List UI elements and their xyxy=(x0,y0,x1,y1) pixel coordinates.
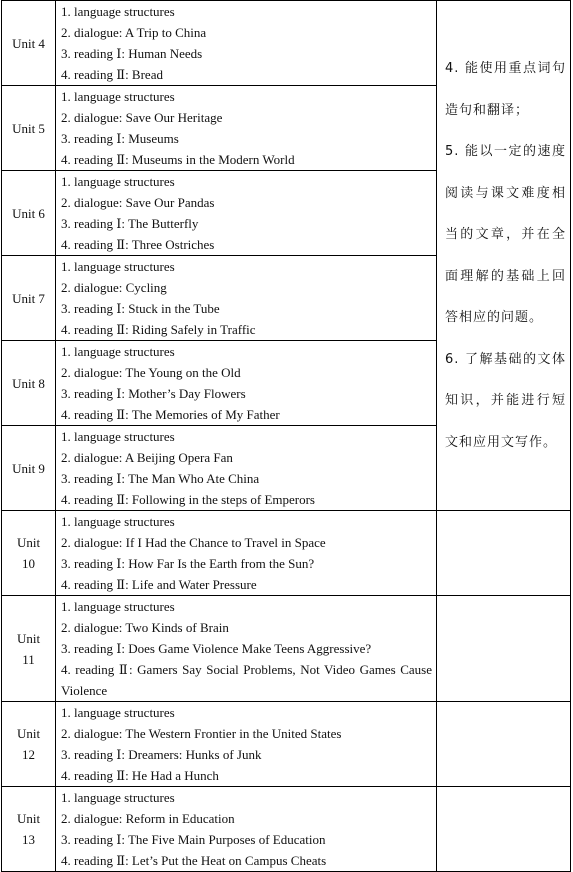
unit-item: 2. dialogue: Cycling xyxy=(61,280,167,295)
unit-item: 2. dialogue: A Beijing Opera Fan xyxy=(61,450,233,465)
unit-item: 2. dialogue: A Trip to China xyxy=(61,25,207,40)
unit-label: Unit 8 xyxy=(2,341,56,426)
unit-item: 1. language structures xyxy=(61,174,175,189)
unit-item: 4. reading Ⅱ: Museums in the Modern World xyxy=(61,152,295,167)
unit-item: 2. dialogue: Reform in Education xyxy=(61,811,235,826)
unit-item: 1. language structures xyxy=(61,599,175,614)
unit-item: 2. dialogue: Two Kinds of Brain xyxy=(61,620,229,635)
unit-item: 1. language structures xyxy=(61,429,175,444)
unit-content xyxy=(56,1,437,86)
unit-content xyxy=(56,426,437,511)
unit-item: 2. dialogue: The Young on the Old xyxy=(61,365,241,380)
unit-content xyxy=(56,787,437,872)
unit-item: 3. reading Ⅰ: The Five Main Purposes of Education xyxy=(61,832,326,847)
unit-row xyxy=(2,1,571,86)
unit-label: Unit 9 xyxy=(2,426,56,511)
empty-goals-cell xyxy=(437,596,571,702)
unit-item: 3. reading Ⅰ: Stuck in the Tube xyxy=(61,301,220,316)
unit-item: 3. reading Ⅰ: The Man Who Ate China xyxy=(61,471,260,486)
unit-item: 4. reading Ⅱ: Life and Water Pressure xyxy=(61,577,257,592)
unit-label: Unit 5 xyxy=(2,86,56,171)
unit-item: 3. reading Ⅰ: Human Needs xyxy=(61,46,203,61)
unit-label: Unit 11 xyxy=(2,596,56,702)
unit-item: 4. reading Ⅱ: The Memories of My Father xyxy=(61,407,280,422)
unit-row xyxy=(2,596,571,702)
unit-item: 4. reading Ⅱ: Gamers Say Social Problems, Not Video Games Cause Violence xyxy=(61,662,432,698)
unit-label: Unit 13 xyxy=(2,787,56,872)
syllabus-table xyxy=(1,0,571,872)
unit-item: 2. dialogue: Save Our Pandas xyxy=(61,195,215,210)
empty-goals-cell xyxy=(437,511,571,596)
unit-content xyxy=(56,596,437,702)
unit-item: 1. language structures xyxy=(61,89,175,104)
unit-item: 2. dialogue: The Western Frontier in the United States xyxy=(61,726,342,741)
unit-item: 1. language structures xyxy=(61,514,175,529)
unit-content xyxy=(56,86,437,171)
empty-goals-cell xyxy=(437,787,571,872)
unit-item: 1. language structures xyxy=(61,259,175,274)
unit-item: 3. reading Ⅰ: How Far Is the Earth from the Sun? xyxy=(61,556,315,571)
unit-item: 3. reading Ⅰ: The Butterfly xyxy=(61,216,199,231)
goal-item: 4. 能使用重点词句造句和翻译； xyxy=(445,61,566,118)
unit-item: 3. reading Ⅰ: Mother’s Day Flowers xyxy=(61,386,246,401)
unit-item: 4. reading Ⅱ: Three Ostriches xyxy=(61,237,215,252)
unit-content xyxy=(56,341,437,426)
unit-label: Unit 4 xyxy=(2,1,56,86)
goal-item: 5. 能以一定的速度阅读与课文难度相当的文章，并在全面理解的基础上回答相应的问题。 xyxy=(445,144,566,325)
unit-content xyxy=(56,702,437,787)
unit-item: 4. reading Ⅱ: Let’s Put the Heat on Campus Cheats xyxy=(61,853,327,868)
unit-item: 1. language structures xyxy=(61,4,175,19)
unit-content xyxy=(56,171,437,256)
unit-label: Unit 7 xyxy=(2,256,56,341)
unit-item: 3. reading Ⅰ: Does Game Violence Make Teens Aggressive? xyxy=(61,641,372,656)
unit-item: 1. language structures xyxy=(61,790,175,805)
unit-item: 2. dialogue: If I Had the Chance to Travel in Space xyxy=(61,535,326,550)
unit-item: 4. reading Ⅱ: Riding Safely in Traffic xyxy=(61,322,256,337)
unit-row xyxy=(2,511,571,596)
unit-item: 3. reading Ⅰ: Museums xyxy=(61,131,179,146)
unit-item: 2. dialogue: Save Our Heritage xyxy=(61,110,223,125)
unit-row xyxy=(2,787,571,872)
unit-label: Unit 12 xyxy=(2,702,56,787)
unit-item: 4. reading Ⅱ: He Had a Hunch xyxy=(61,768,219,783)
learning-goals xyxy=(437,1,571,511)
unit-label: Unit 10 xyxy=(2,511,56,596)
unit-row xyxy=(2,702,571,787)
unit-item: 4. reading Ⅱ: Following in the steps of Emperors xyxy=(61,492,315,507)
unit-item: 1. language structures xyxy=(61,344,175,359)
unit-item: 4. reading Ⅱ: Bread xyxy=(61,67,163,82)
unit-item: 1. language structures xyxy=(61,705,175,720)
goal-item: 6. 了解基础的文体知识，并能进行短文和应用文写作。 xyxy=(445,351,566,450)
unit-label: Unit 6 xyxy=(2,171,56,256)
unit-content xyxy=(56,256,437,341)
unit-item: 3. reading Ⅰ: Dreamers: Hunks of Junk xyxy=(61,747,262,762)
unit-content xyxy=(56,511,437,596)
empty-goals-cell xyxy=(437,702,571,787)
